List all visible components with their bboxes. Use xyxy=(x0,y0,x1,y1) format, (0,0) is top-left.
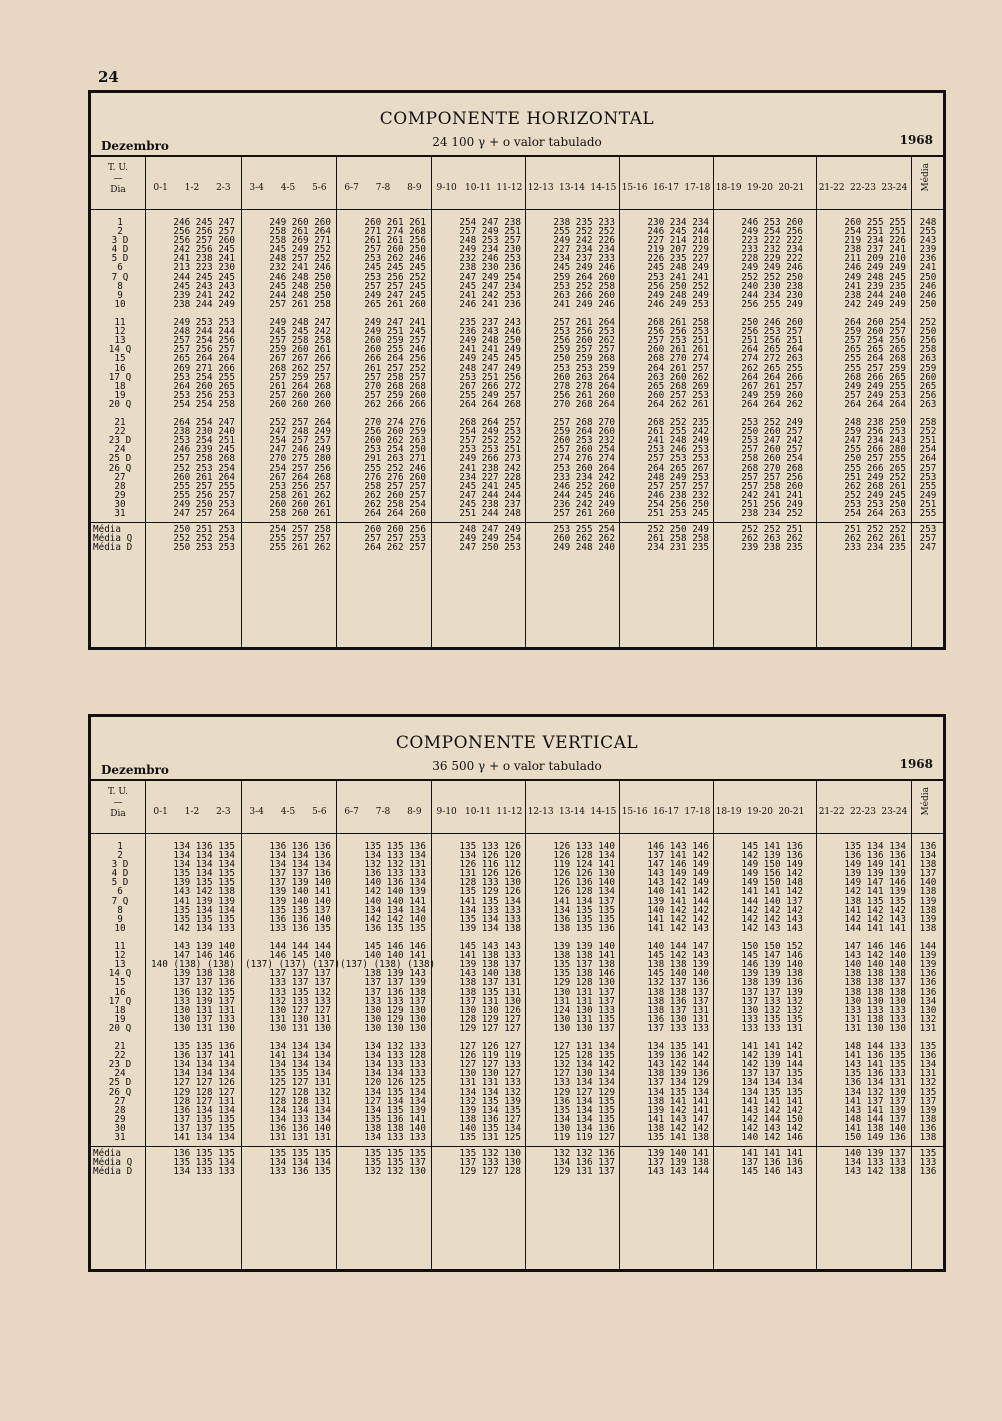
hour-header: 10-11 xyxy=(465,183,491,193)
horizontal-component-panel xyxy=(88,90,946,650)
media-column: 136 134 138 137 140 138 139 138 139 138 144 139 139 136 136 136 134 130 132 131 135 136 134 131 132 135 137 139 138 136 138 xyxy=(919,841,937,1143)
hour-header: 1-2 xyxy=(184,807,200,817)
tu-dia-header xyxy=(91,781,145,833)
month-label: Dezembro xyxy=(101,139,169,153)
summary-media: 135 133 136 xyxy=(919,1148,937,1178)
media-header: Média xyxy=(921,787,931,816)
hour-header: 1-2 xyxy=(184,183,200,193)
value-group: 135 133 126 134 126 120 126 116 112 131 126 126 128 133 130 135 129 126 141 135 134 134 133 133 135 134 133 139 134 138 145 143 143 141 138 133 139 138 137 143 140 138 138 137 131 138 135 131 137 131 130 130 130 126 128 129 127 129 127 127 127 126 127 126 119 119 127 127 133 130 130 127 131 131 133 134 134 132 132 135 139 139 134 135 138 136 127 140 135 134 135 131 125 xyxy=(459,841,521,1143)
hour-header: 22-23 xyxy=(850,807,876,817)
panel-subtitle: 24 100 γ + o valor tabulado xyxy=(432,135,602,149)
hour-header: 16-17 xyxy=(653,183,679,193)
summary-group: 251 252 252 262 262 261 233 234 235 xyxy=(844,524,906,554)
hour-header: 2-3 xyxy=(216,807,231,817)
hour-header: 9-10 xyxy=(436,807,457,817)
value-group: 246 253 260 249 254 256 223 222 222 233 232 234 228 229 222 249 249 246 252 252 250 240 230 238 244 234 230 256 255 249 250 246 260 256 253 257 251 256 251 264 265 264 274 272 263 262 265 255 264 264 266 267 261 257 249 259 260 264 264 262 253 252 249 250 260 257 253 247 242 257 260 257 258 260 254 268 270 268 257 257 256 257 258 260 242 241 241 251 256 249 238 234 252 xyxy=(741,217,803,519)
summary-group: 135 135 135 135 135 137 132 132 130 xyxy=(364,1148,426,1178)
value-group: 260 255 255 254 251 251 219 234 226 238 237 241 211 209 210 246 249 249 249 248 245 241 239 235 238 244 240 242 249 249 264 260 254 259 260 257 257 254 256 265 265 265 255 264 268 255 257 259 268 266 265 249 249 255 257 249 253 264 264 264 248 238 250 259 256 253 247 234 243 255 266 280 250 257 255 255 266 265 251 249 252 262 268 261 252 249 245 253 253 250 254 264 263 xyxy=(844,217,906,519)
hour-header: 23-24 xyxy=(881,807,908,817)
hour-header: 6-7 xyxy=(344,807,359,817)
value-group: 249 260 260 258 261 264 258 269 271 245 249 252 248 257 252 232 241 246 246 248 250 245 248 250 244 248 250 257 261 258 249 248 247 245 245 242 257 258 258 259 260 261 267 267 266 268 262 257 257 259 257 261 264 268 257 260 260 260 260 260 252 257 264 247 248 249 254 257 257 247 246 249 270 275 280 254 257 256 267 264 268 253 256 257 258 261 262 260 260 261 258 260 261 xyxy=(269,217,331,519)
summary-group: 252 252 251 262 263 262 239 238 235 xyxy=(741,524,803,554)
summary-group: 248 247 249 249 249 254 247 250 253 xyxy=(459,524,521,554)
panel-subtitle: 36 500 γ + o valor tabulado xyxy=(432,759,602,773)
summary-group: 135 132 130 137 133 130 129 127 128 xyxy=(459,1148,521,1178)
data-table xyxy=(91,155,943,647)
tu-label: T. U. xyxy=(107,163,129,173)
summary-group: 253 255 254 260 262 262 249 248 240 xyxy=(553,524,615,554)
panel-title: COMPONENTE VERTICAL xyxy=(395,733,639,753)
value-group: 145 141 136 142 139 136 149 150 149 149 156 142 149 150 148 141 141 142 144 140 137 142 142 142 142 142 143 142 143 143 150 150 152 145 147 146 146 139 140 139 139 138 138 139 136 137 137 139 137 133 132 130 132 132 133 135 135 133 133 131 141 141 142 142 139 141 142 139 144 137 137 135 134 134 134 134 135 135 141 141 141 143 142 142 142 144 150 142 143 142 140 142 146 xyxy=(741,841,803,1143)
media-column: 248 255 243 239 236 241 250 246 246 250 252 250 256 258 263 259 260 265 256 263 258 252 251 254 264 257 253 255 249 251 255 xyxy=(919,217,937,519)
hour-header: 18-19 xyxy=(715,183,742,193)
month-label: Dezembro xyxy=(101,763,169,777)
hour-header: 4-5 xyxy=(280,807,296,817)
hour-header: 15-16 xyxy=(621,183,648,193)
tu-dash: — xyxy=(113,174,123,184)
value-group: 260 261 261 271 274 268 261 261 256 257 260 250 253 262 246 245 245 245 253 256 252 257 257 245 249 247 245 265 261 260 249 247 241 249 251 245 260 259 257 260 255 246 266 264 256 261 257 252 257 258 257 270 268 268 257 259 260 262 266 266 270 274 276 256 260 259 260 262 263 253 254 250 291 263 271 255 252 246 276 276 260 258 257 257 262 260 257 262 258 254 264 264 260 xyxy=(364,217,426,519)
hour-header: 18-19 xyxy=(715,807,742,817)
hour-header: 21-22 xyxy=(818,183,845,193)
hour-header: 11-12 xyxy=(496,807,523,817)
dia-label: Dia xyxy=(110,185,126,195)
table-body xyxy=(91,833,943,1269)
summary-group: 250 251 253 252 252 254 250 253 253 xyxy=(173,524,235,554)
dia-label: Dia xyxy=(110,809,126,819)
value-group: 134 136 135 134 134 134 134 134 134 135 134 135 139 135 135 143 142 138 141 139 139 135 134 134 135 135 135 142 134 133 143 139 140 147 146 146 140 (138) (138) 139 138 138 137 137 136 136 132 135 133 139 137 130 131 131 130 137 133 130 131 130 135 135 136 136 137 141 134 134 134 134 134 134 127 127 126 129 128 127 128 127 131 136 134 134 137 135 135 137 137 135 141 134 134 xyxy=(151,841,235,1143)
table-body xyxy=(91,209,943,647)
media-header: Média xyxy=(921,163,931,192)
hour-header: 0-1 xyxy=(153,807,168,817)
hour-header: 0-1 xyxy=(153,183,168,193)
hour-header: 12-13 xyxy=(527,807,554,817)
summary-group: 135 135 135 134 134 134 133 136 135 xyxy=(269,1148,331,1178)
hour-header: 8-9 xyxy=(407,807,422,817)
year-label: 1968 xyxy=(899,133,933,147)
day-column: 1 2 3 D 4 D 5 D 6 7 Q 8 9 10 11 12 13 14 Q 15 16 17 Q 18 19 20 Q 21 22 23 D 24 25 D 26 Q 27 28 29 30 31 xyxy=(108,841,132,1143)
summary-group: 136 135 135 135 135 134 134 133 133 xyxy=(173,1148,235,1178)
data-table xyxy=(91,779,943,1269)
value-group: 136 136 136 134 134 136 134 134 134 137 137 136 137 139 140 139 140 141 139 140 140 135 135 137 136 136 140 133 136 135 144 144 144 146 145 140 (137) (137) (137) 137 137 137 133 137 137 133 135 132 132 133 133 130 127 127 131 130 131 130 131 130 134 134 134 141 134 134 134 134 134 135 135 134 125 127 131 127 128 132 128 128 131 134 134 134 134 133 134 136 136 140 131 131 131 xyxy=(245,841,341,1143)
summary-divider xyxy=(91,522,943,523)
tu-dash: — xyxy=(113,798,123,808)
hour-header: 8-9 xyxy=(407,183,422,193)
hour-header: 3-4 xyxy=(249,183,264,193)
year-label: 1968 xyxy=(899,757,933,771)
vertical-component-panel xyxy=(88,714,946,1272)
hour-header: 16-17 xyxy=(653,807,679,817)
hour-header: 14-15 xyxy=(590,183,617,193)
summary-group: 254 257 258 255 257 257 255 261 262 xyxy=(269,524,331,554)
value-group: 126 133 140 126 128 134 119 124 141 126 126 130 126 136 140 126 128 134 141 134 137 134 135 135 136 135 135 138 135 136 139 139 140 138 138 141 135 137 138 135 138 146 129 128 130 130 131 137 131 131 137 124 130 133 130 131 135 130 130 137 127 131 134 125 128 135 132 134 142 127 130 134 133 134 134 129 127 129 136 134 135 135 134 135 134 134 135 130 134 136 119 119 127 xyxy=(553,841,615,1143)
day-column: 1 2 3 D 4 D 5 D 6 7 Q 8 9 10 11 12 13 14 Q 15 16 17 Q 18 19 20 Q 21 22 23 D 24 25 D 26 Q 27 28 29 30 31 xyxy=(108,217,132,519)
hour-header: 17-18 xyxy=(684,183,711,193)
hour-header: 11-12 xyxy=(496,183,523,193)
summary-group: 139 140 141 137 139 138 143 143 144 xyxy=(647,1148,709,1178)
value-group: 146 143 146 137 141 142 147 146 149 143 149 149 143 142 149 140 141 142 139 141 144 140 142 142 141 142 142 141 142 143 140 144 147 145 142 143 138 138 139 145 140 140 132 137 136 138 138 137 138 136 137 138 137 131 136 130 131 137 133 133 134 135 141 139 136 142 143 142 144 138 139 136 137 134 129 134 135 134 138 141 141 139 142 141 141 143 147 138 142 142 135 141 138 xyxy=(647,841,709,1143)
hour-header: 20-21 xyxy=(778,807,805,817)
value-group: 135 135 136 134 133 134 132 132 131 136 133 133 140 136 134 142 140 139 140 140 141 134 134 134 142 142 140 136 135 135 145 146 146 140 140 141 (137) (138) (138) 138 139 143 137 137 139 137 136 138 133 133 137 130 129 130 130 129 130 130 130 130 134 132 133 134 133 128 134 133 133 134 134 133 120 126 125 134 135 134 127 134 134 134 135 139 135 136 141 138 138 140 134 133 133 xyxy=(340,841,436,1143)
summary-group: 252 250 249 261 258 258 234 231 235 xyxy=(647,524,709,554)
hour-header: 3-4 xyxy=(249,807,264,817)
hour-header: 7-8 xyxy=(375,183,391,193)
hour-header: 6-7 xyxy=(344,183,359,193)
value-group: 230 234 234 246 245 244 227 214 218 219 207 229 226 235 227 245 248 249 253 241 241 256 250 252 249 248 249 246 249 253 268 261 258 256 256 253 257 253 251 260 261 261 268 270 274 264 261 257 263 260 262 265 268 269 260 257 253 264 262 261 268 252 235 261 255 242 241 248 249 253 246 253 257 253 253 264 265 267 248 249 253 257 257 257 246 238 232 254 256 250 251 253 245 xyxy=(647,217,709,519)
hour-header: 7-8 xyxy=(375,807,391,817)
hour-header: 20-21 xyxy=(778,183,805,193)
value-group: 246 245 247 256 256 257 256 257 260 242 256 245 241 238 241 213 223 230 244 245 245 245 243 243 239 241 242 238 244 249 249 253 253 248 244 244 257 254 256 257 256 257 265 264 264 269 271 266 253 254 255 264 260 265 253 256 253 254 254 258 264 254 247 238 230 240 253 254 251 246 239 245 257 258 268 252 253 254 260 261 264 255 257 255 255 256 257 249 250 253 247 257 264 xyxy=(173,217,235,519)
value-group: 254 247 238 257 249 251 248 253 257 249 234 230 232 246 253 238 230 236 247 249 254 245 247 234 241 242 253 246 241 236 235 237 243 236 243 246 249 248 250 241 241 249 249 245 245 248 247 249 253 251 256 267 266 272 255 249 257 264 264 268 268 264 257 254 249 253 257 252 252 253 253 251 249 266 273 241 238 242 234 227 228 245 241 245 247 244 244 245 238 237 251 244 248 xyxy=(459,217,521,519)
summary-divider xyxy=(91,1146,943,1147)
hour-header: 14-15 xyxy=(590,807,617,817)
tu-dia-header xyxy=(91,157,145,209)
hour-header: 23-24 xyxy=(881,183,908,193)
hour-header: 13-14 xyxy=(559,807,585,817)
summary-group: 141 141 141 137 136 136 145 146 143 xyxy=(741,1148,803,1178)
hour-header: 22-23 xyxy=(850,183,876,193)
hour-header: 13-14 xyxy=(559,183,585,193)
hour-header: 19-20 xyxy=(747,183,773,193)
hour-header: 9-10 xyxy=(436,183,457,193)
summary-group: 132 132 136 134 136 137 129 131 137 xyxy=(553,1148,615,1178)
summary-group: 140 139 137 134 133 133 143 142 138 xyxy=(844,1148,906,1178)
hour-header: 5-6 xyxy=(312,807,327,817)
tu-label: T. U. xyxy=(107,787,129,797)
summary-group: 260 260 256 257 257 253 264 262 257 xyxy=(364,524,426,554)
hour-header: 12-13 xyxy=(527,183,554,193)
summary-labels: Média Média Q Média D xyxy=(93,1148,133,1178)
summary-media: 253 257 247 xyxy=(919,524,937,554)
hour-header: 19-20 xyxy=(747,807,773,817)
summary-labels: Média Média Q Média D xyxy=(93,524,133,554)
page-number: 24 xyxy=(98,68,119,86)
hour-header: 2-3 xyxy=(216,183,231,193)
value-group: 135 134 134 136 136 136 149 149 141 139 139 139 149 147 146 142 141 139 138 135 135 141 142 142 142 142 143 144 141 141 147 146 146 143 142 140 140 140 140 138 138 138 138 138 137 138 138 138 130 130 130 133 133 133 131 138 133 131 130 130 148 144 133 141 136 135 143 141 135 135 136 133 136 134 131 134 132 130 141 137 137 143 141 139 148 144 137 141 138 140 150 149 136 xyxy=(844,841,906,1143)
panel-title: COMPONENTE HORIZONTAL xyxy=(379,109,655,129)
hour-header: 5-6 xyxy=(312,183,327,193)
hour-header: 21-22 xyxy=(818,807,845,817)
hour-header: 4-5 xyxy=(280,183,296,193)
value-group: 238 235 233 255 252 252 249 242 226 227 234 234 234 237 233 245 249 246 259 264 260 253 252 258 263 266 260 241 249 246 257 261 264 253 256 253 256 260 262 259 257 257 250 259 268 253 253 259 260 263 264 278 278 264 256 261 260 270 268 264 257 268 270 259 264 260 260 253 232 257 260 254 274 276 274 253 260 264 233 234 242 246 252 260 244 245 246 236 242 249 257 261 260 xyxy=(553,217,615,519)
hour-header: 10-11 xyxy=(465,807,491,817)
hour-header: 17-18 xyxy=(684,807,711,817)
hour-header: 15-16 xyxy=(621,807,648,817)
